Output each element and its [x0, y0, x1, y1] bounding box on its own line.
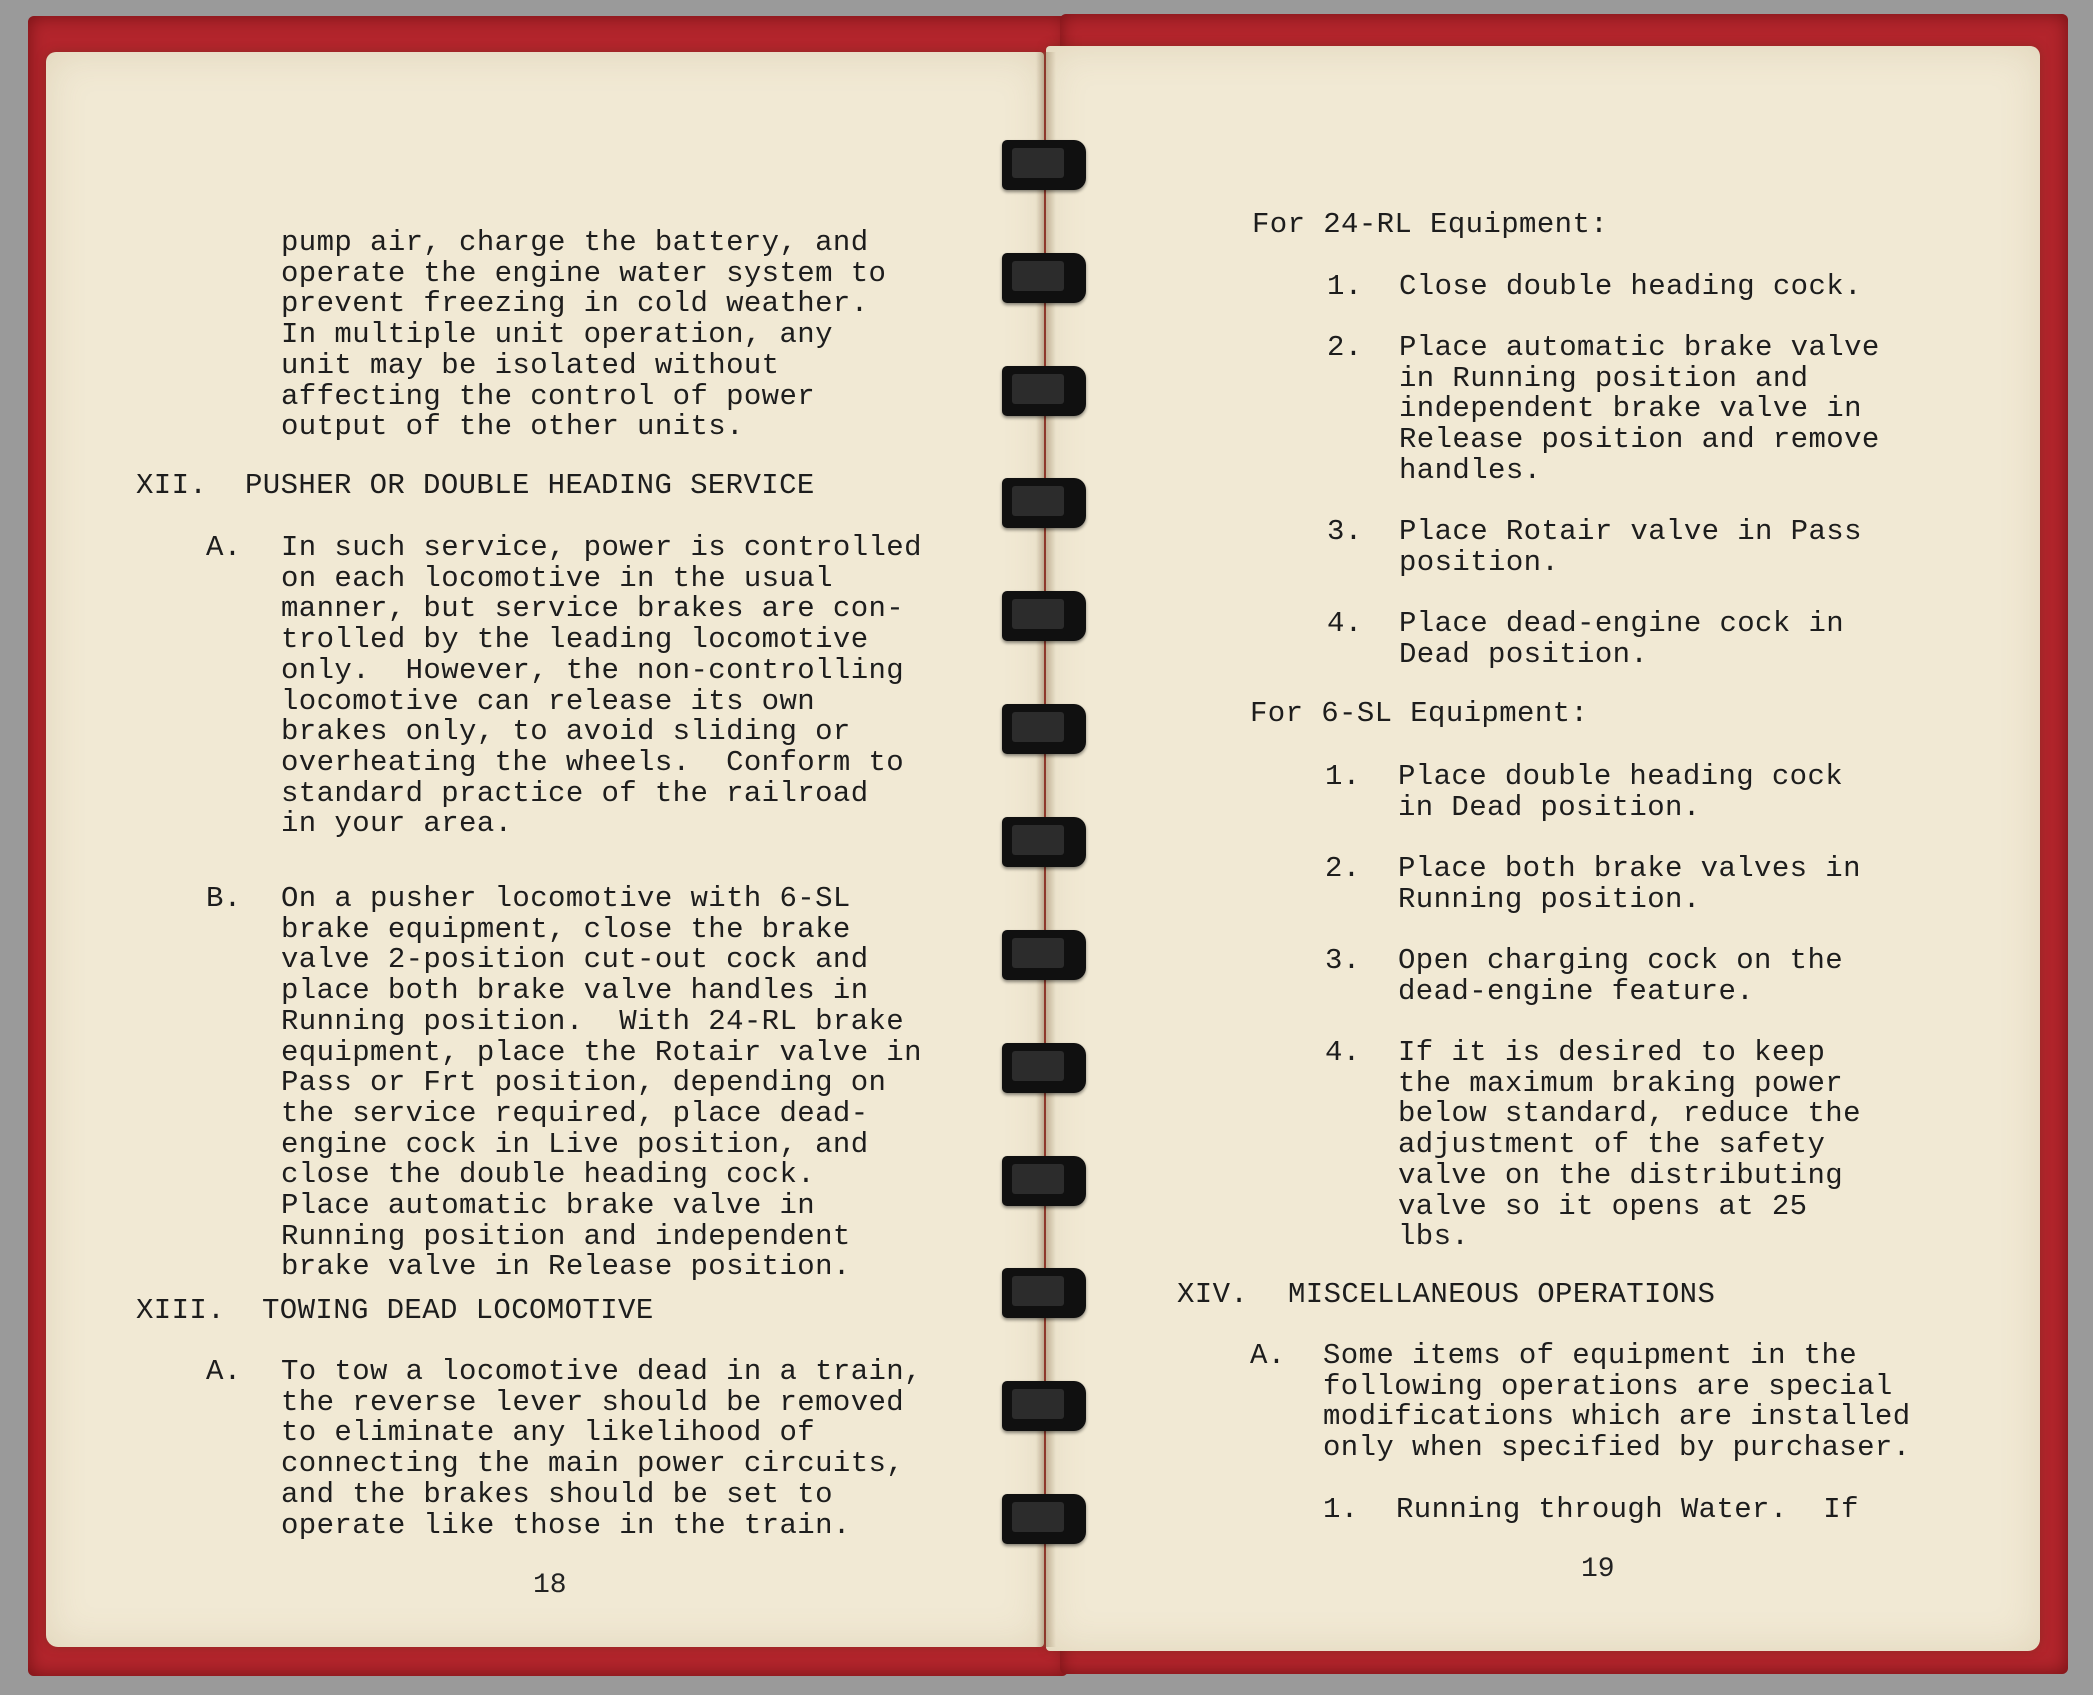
binding-ring [1002, 1043, 1086, 1093]
binding-ring [1002, 1494, 1086, 1544]
body-line: position. [1399, 545, 1560, 579]
body-line: the reverse lever should be removed [281, 1385, 905, 1419]
body-line: brake equipment, close the brake [281, 912, 851, 946]
body-line: adjustment of the safety [1398, 1128, 1826, 1162]
item-label: 2. [1325, 852, 1361, 885]
body-line: Running position. With 24-RL brake [281, 1004, 905, 1038]
body-line: valve on the distributing [1398, 1158, 1844, 1192]
body-line: modifications which are installed [1323, 1400, 1911, 1434]
section-number: XIII. [136, 1294, 226, 1327]
section-number: XII. [136, 469, 208, 502]
body-line: pump air, charge the battery, and [281, 226, 869, 259]
body-line: unit may be isolated without [281, 348, 780, 382]
body-line: Place dead-engine cock in [1399, 607, 1845, 640]
body-line: In such service, power is controlled [281, 531, 922, 564]
item-label: B. [206, 882, 242, 915]
body-line: in Dead position. [1398, 790, 1701, 824]
body-line: Running through Water. If [1396, 1493, 1859, 1526]
body-line: Some items of equipment in the [1323, 1339, 1858, 1372]
body-line: below standard, reduce the [1398, 1097, 1861, 1131]
body-line: Place both brake valves in [1398, 852, 1861, 885]
body-line: close the double heading cock. [281, 1158, 816, 1192]
section-title: TOWING DEAD LOCOMOTIVE [262, 1294, 654, 1327]
binding-ring [1002, 591, 1086, 641]
body-line: dead-engine feature. [1398, 974, 1755, 1008]
body-line: Place Rotair valve in Pass [1399, 515, 1862, 548]
body-line: brake valve in Release position. [281, 1250, 851, 1284]
binding-ring [1002, 140, 1086, 190]
body-line: only when specified by purchaser. [1323, 1431, 1911, 1465]
body-line: On a pusher locomotive with 6-SL [281, 882, 851, 915]
binding-ring [1002, 1268, 1086, 1318]
binding-ring [1002, 478, 1086, 528]
binding-ring [1002, 930, 1086, 980]
item-label: 1. [1323, 1493, 1359, 1526]
body-line: manner, but service brakes are con- [281, 592, 905, 626]
item-label: 4. [1325, 1036, 1361, 1069]
body-line: operate the engine water system to [281, 256, 887, 290]
binding-ring [1002, 253, 1086, 303]
binding-ring [1002, 1156, 1086, 1206]
subheading: For 24-RL Equipment: [1252, 208, 1609, 241]
item-label: A. [206, 531, 242, 564]
item-label: 3. [1327, 515, 1363, 548]
binding-ring [1002, 366, 1086, 416]
body-line: In multiple unit operation, any [281, 318, 833, 352]
item-label: 3. [1325, 944, 1361, 977]
item-label: A. [206, 1355, 242, 1388]
body-line: handles. [1399, 453, 1542, 487]
body-line: the service required, place dead- [281, 1096, 869, 1130]
body-line: Place automatic brake valve in [281, 1189, 816, 1222]
body-line: equipment, place the Rotair valve in [281, 1035, 922, 1069]
body-line: and the brakes should be set to [281, 1477, 833, 1511]
body-line: output of the other units. [281, 410, 744, 444]
body-line: operate like those in the train. [281, 1508, 851, 1542]
body-line: Place double heading cock [1398, 760, 1844, 793]
body-line: Running position and independent [281, 1219, 851, 1253]
body-line: following operations are special [1323, 1369, 1893, 1403]
body-line: connecting the main power circuits, [281, 1447, 905, 1481]
body-line: to eliminate any likelihood of [281, 1416, 816, 1450]
body-line: valve 2-position cut-out cock and [281, 943, 869, 977]
item-label: 2. [1327, 331, 1363, 364]
body-line: in Running position and [1399, 361, 1809, 395]
page-number: 18 [533, 1570, 567, 1601]
item-label: 1. [1327, 270, 1363, 303]
section-title: MISCELLANEOUS OPERATIONS [1288, 1278, 1716, 1311]
body-line: Release position and remove [1399, 423, 1880, 457]
body-line: prevent freezing in cold weather. [281, 287, 869, 321]
body-line: independent brake valve in [1399, 392, 1862, 426]
body-line: affecting the control of power [281, 379, 816, 413]
body-line: locomotive can release its own [281, 684, 816, 718]
body-line: only. However, the non-controlling [281, 653, 905, 687]
body-line: To tow a locomotive dead in a train, [281, 1355, 922, 1388]
body-line: Open charging cock on the [1398, 944, 1844, 977]
body-line: in your area. [281, 807, 513, 841]
body-line: engine cock in Live position, and [281, 1127, 869, 1161]
section-number: XIV. [1177, 1278, 1249, 1311]
item-label: A. [1250, 1339, 1286, 1372]
page-number: 19 [1581, 1554, 1615, 1585]
body-line: place both brake valve handles in [281, 974, 869, 1008]
item-label: 4. [1327, 607, 1363, 640]
body-line: If it is desired to keep [1398, 1036, 1826, 1069]
subheading: For 6-SL Equipment: [1250, 697, 1589, 730]
body-line: Close double heading cock. [1399, 270, 1862, 303]
binding-ring [1002, 817, 1086, 867]
section-title: PUSHER OR DOUBLE HEADING SERVICE [245, 469, 815, 502]
item-label: 1. [1325, 760, 1361, 793]
body-line: Running position. [1398, 882, 1701, 916]
binding-ring [1002, 704, 1086, 754]
body-line: overheating the wheels. Conform to [281, 745, 905, 779]
body-line: trolled by the leading locomotive [281, 623, 869, 657]
body-line: lbs. [1398, 1220, 1470, 1254]
body-line: Dead position. [1399, 637, 1649, 671]
binding-ring [1002, 1381, 1086, 1431]
body-line: valve so it opens at 25 [1398, 1189, 1808, 1223]
body-line: Place automatic brake valve [1399, 331, 1880, 364]
body-line: brakes only, to avoid sliding or [281, 715, 851, 749]
body-line: standard practice of the railroad [281, 776, 869, 810]
body-line: Pass or Frt position, depending on [281, 1066, 887, 1100]
body-line: the maximum braking power [1398, 1066, 1844, 1100]
body-line: on each locomotive in the usual [281, 561, 833, 595]
